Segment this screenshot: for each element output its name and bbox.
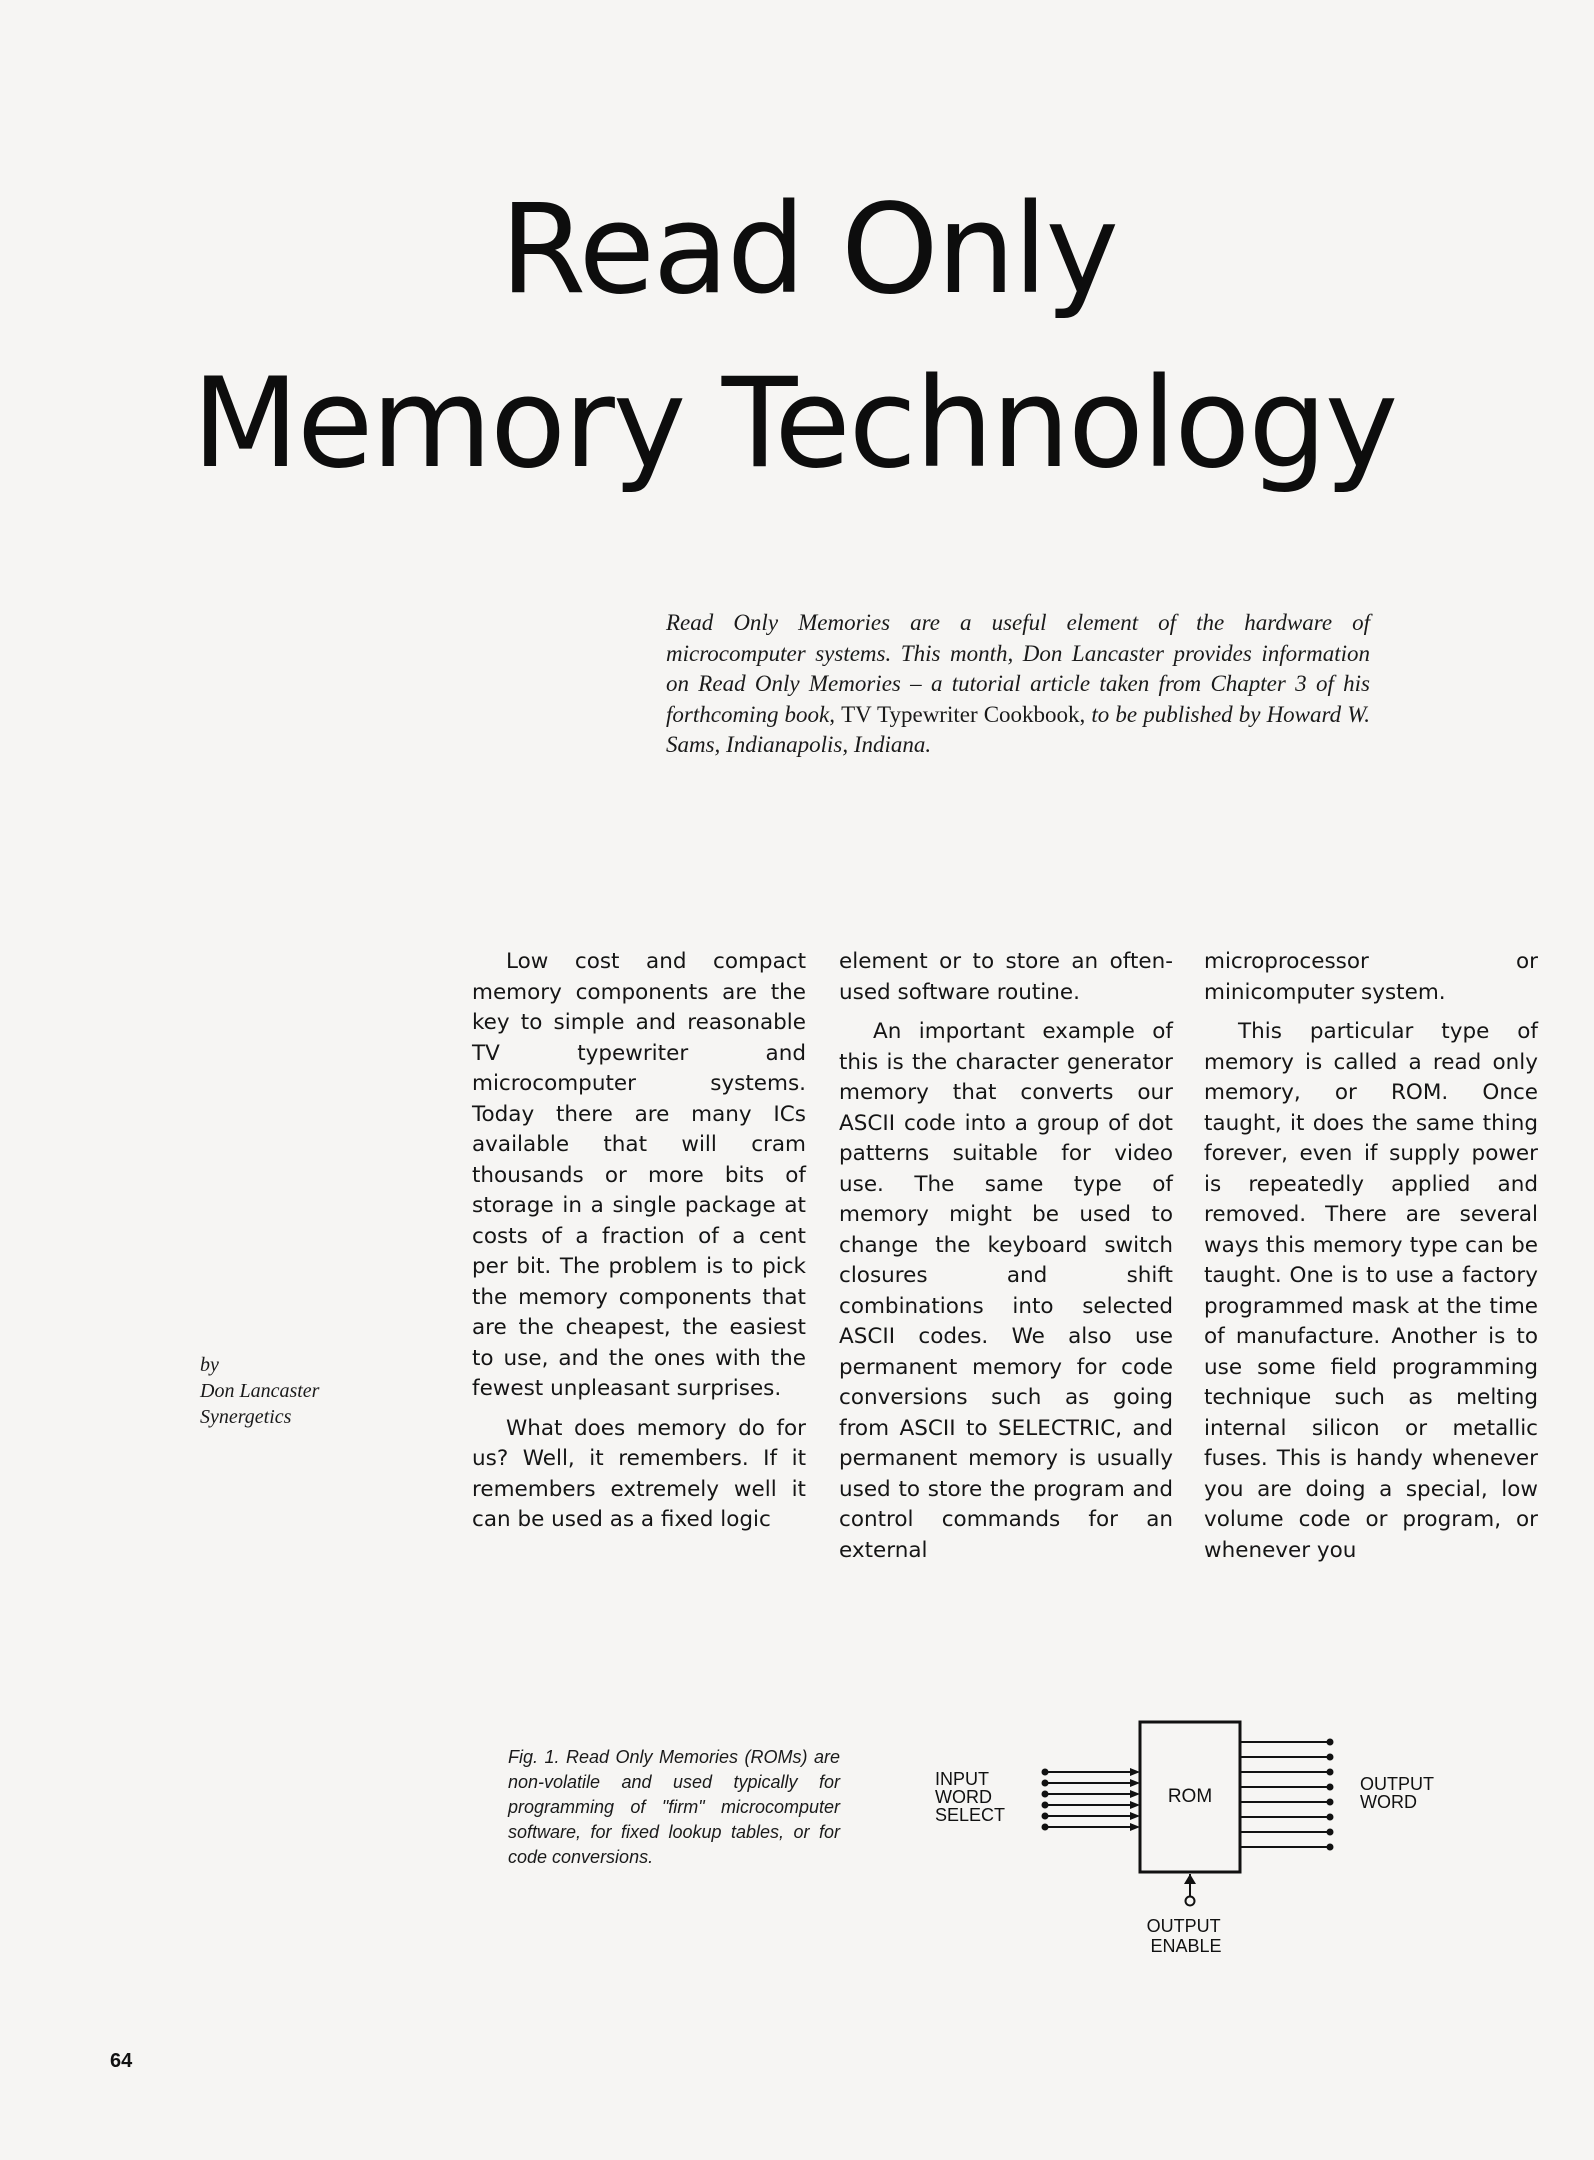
input-label-line: SELECT xyxy=(935,1805,1006,1825)
byline-author: Don Lancaster xyxy=(200,1380,320,1402)
page-number: 64 xyxy=(110,2050,133,2072)
body-column-2 xyxy=(839,947,1173,1575)
output-terminal xyxy=(1327,1829,1334,1836)
output-terminal xyxy=(1327,1739,1334,1746)
output-terminal xyxy=(1327,1754,1334,1761)
book-title: TV Typewriter Cookbook, xyxy=(841,701,1086,727)
output-terminal xyxy=(1327,1814,1334,1821)
input-lines xyxy=(1042,1768,1141,1831)
byline-by: by xyxy=(200,1354,219,1376)
byline-affiliation: Synergetics xyxy=(200,1406,292,1428)
title-line-1: Read Only xyxy=(500,178,1118,322)
enable-label xyxy=(1147,1916,1226,1956)
body-paragraph: What does memory do for us? Well, it remembers. If it remembers extremely well it can be used as a fixed logic xyxy=(472,1415,806,1532)
output-terminal xyxy=(1327,1799,1334,1806)
title-line-2: Memory Technology xyxy=(192,352,1397,496)
body-paragraph: An important example of this is the character generator memory that converts our ASCII code into a group of dot patterns suitable for video use. The same type of memory might be used to change the keyboard switch closures and shift combinations into selected ASCII codes. We also use permanent memory for code conversions such as going from ASCII to SELECTRIC, and permanent memory is usually used to store the program and control commands for an external xyxy=(839,1019,1173,1563)
body-paragraph: This particular type of memory is called a read only memory, or ROM. Once taught, it does the same thing forever, even if supply power is repeatedly applied and removed. There are several ways this memory type can be taught. One is to use a factory programmed mask at the time of manufacture. Another is to use some field programming technique such as melting internal silicon or metallic fuses. This is handy whenever you are doing a special, low volume code or program, or whenever you xyxy=(1204,1019,1538,1563)
input-label-line: WORD xyxy=(935,1787,992,1807)
output-label-line: OUTPUT xyxy=(1360,1774,1434,1794)
byline xyxy=(200,1352,319,1430)
output-lines xyxy=(1240,1739,1334,1851)
body-column-1 xyxy=(472,947,806,1545)
input-label-line: INPUT xyxy=(935,1769,989,1789)
rom-label: ROM xyxy=(1167,1786,1213,1807)
body-paragraph: element or to store an often-used software routine. xyxy=(839,949,1173,1005)
body-paragraph: microprocessor or minicomputer system. xyxy=(1204,949,1538,1005)
enable-label-line: ENABLE xyxy=(1150,1936,1222,1956)
enable-arrowhead xyxy=(1184,1874,1196,1884)
intro-paragraph xyxy=(666,608,1370,761)
rom-block-diagram xyxy=(920,1712,1480,1972)
output-label-line: WORD xyxy=(1360,1792,1417,1812)
intro-text-part1: Read Only Memories are a useful element of the hardware of microcomputer systems. This month, Don Lancaster provides information on Read Only Memories – a tutorial article taken from Chapter 3 of his forthcoming book, xyxy=(666,610,1370,727)
output-terminal xyxy=(1327,1844,1334,1851)
intro-text-part2: to be published by Howard W. Sams, Indianapolis, Indiana. xyxy=(666,701,1371,757)
enable-label-line: OUTPUT xyxy=(1146,1916,1221,1936)
output-terminal xyxy=(1327,1769,1334,1776)
body-paragraph: Low cost and compact memory components are the key to simple and reasonable TV typewriter and microcomputer systems. Today there are many ICs available that will cram thousands or more bits of storage in a single package at costs of a fraction of a cent per bit. The problem is to pick the memory components that are the cheapest, the easiest to use, and the ones with the fewest unpleasant surprises. xyxy=(472,949,806,1401)
output-terminal xyxy=(1327,1784,1334,1791)
output-label xyxy=(1360,1774,1439,1812)
input-label xyxy=(935,1769,1005,1825)
body-column-3 xyxy=(1204,947,1538,1575)
figure-caption: Fig. 1. Read Only Memories (ROMs) are non-volatile and used typically for programming of "firm" microcomputer software, for fixed lookup tables, or for code conversions. xyxy=(508,1747,840,1867)
enable-terminal xyxy=(1186,1897,1195,1906)
